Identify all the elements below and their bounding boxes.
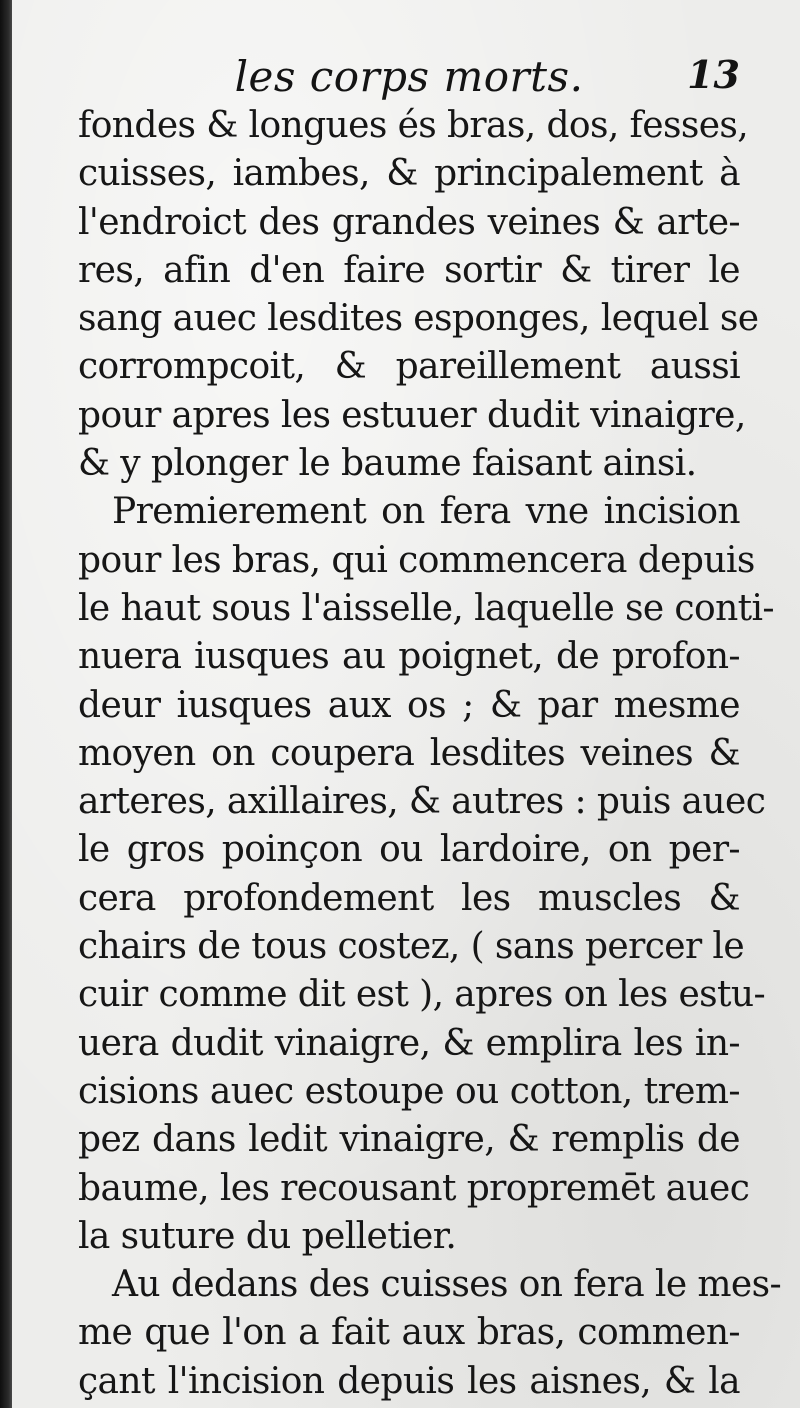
- text-line: cuir comme dit est ), apres on les estu-: [78, 974, 766, 1016]
- text-line: çant l'incision depuis les aisnes, & la: [78, 1360, 740, 1402]
- text-line: fondes & longues és bras, dos, fesses,: [78, 105, 749, 146]
- text-line: le haut sous l'aisselle, laquelle se conti-: [78, 587, 774, 629]
- text-line: cuisses, iambes, & principalement à: [78, 153, 740, 195]
- text-line: pour les bras, qui commencera depuis: [78, 539, 755, 581]
- text-line: corrompcoit, & pareillement aussi: [78, 346, 740, 388]
- text-line: uera dudit vinaigre, & emplira les in-: [78, 1022, 740, 1064]
- paragraph-first-line: Premierement on fera vne incision: [112, 491, 740, 533]
- text-line: pez dans ledit vinaigre, & remplis de: [78, 1119, 740, 1161]
- page-number: 13: [687, 52, 740, 97]
- text-line: pour apres les estuuer dudit vinaigre,: [78, 394, 746, 436]
- text-line: moyen on coupera lesdites veines &: [78, 732, 740, 774]
- text-line: me que l'on a fait aux bras, commen-: [78, 1312, 740, 1354]
- text-line: baume, les recousant propremēt auec: [78, 1167, 750, 1209]
- text-line: sang auec lesdites esponges, lequel se: [78, 298, 759, 340]
- text-line: res, afin d'en faire sortir & tirer le: [78, 249, 740, 291]
- body-text: [78, 102, 782, 1406]
- page-header: [78, 52, 740, 104]
- text-line: deur iusques aux os ; & par mesme: [78, 684, 740, 726]
- text-line: cera profondement les muscles &: [78, 877, 740, 919]
- text-line: & y plonger le baume faisant ainsi.: [78, 443, 697, 485]
- text-line: le gros poinçon ou lardoire, on per-: [78, 829, 740, 871]
- running-head: les corps morts.: [234, 52, 584, 101]
- text-line: la suture du pelletier.: [78, 1215, 457, 1257]
- text-line: arteres, axillaires, & autres : puis auec: [78, 781, 766, 823]
- text-line: l'endroict des grandes veines & arte-: [78, 201, 740, 243]
- text-line: cisions auec estoupe ou cotton, trem-: [78, 1070, 740, 1112]
- text-line: chairs de tous costez, ( sans percer le: [78, 926, 745, 968]
- paragraph-first-line: Au dedans des cuisses on fera le mes-: [112, 1264, 782, 1306]
- text-line: nuera iusques au poignet, de profon-: [78, 636, 740, 678]
